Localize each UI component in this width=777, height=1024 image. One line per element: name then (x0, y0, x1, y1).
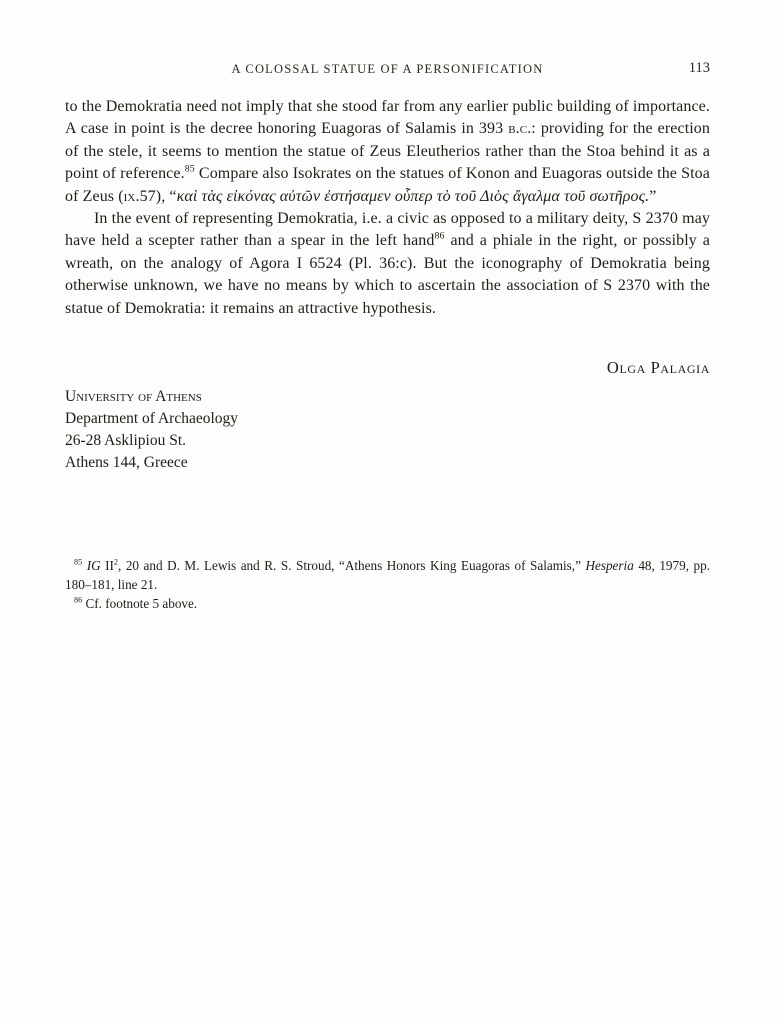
page-number: 113 (688, 60, 710, 76)
affiliation-university: University of Athens (65, 388, 202, 406)
paragraph-list (65, 96, 710, 320)
author-name: Olga Palagia (606, 358, 710, 378)
running-head (65, 60, 710, 78)
article-body (65, 96, 710, 613)
affiliation-street: 26-28 Asklipiou St. (65, 432, 187, 450)
affiliation-city: Athens 144, Greece (65, 454, 188, 472)
article-title: A COLOSSAL STATUE OF A PERSONIFICATION (231, 62, 544, 76)
affiliation-department: Department of Archaeology (65, 410, 239, 428)
affiliation-block (65, 386, 710, 474)
author-signature (65, 357, 710, 379)
body-paragraph: to the Demokratia need not imply that she stood far from any earlier public building of importance. A case in point is the decree honoring Euagoras of Salamis in 393 b.c.: providing for the erection of the stele, it seems to mention the statue of Zeus Eleutherios rather than the Stoa behind it as a point of reference.$^{85}$ Compare also Isokrates on the statues of Konon and Euagoras outside the Stoa of Zeus (ix.57), “καὶ τὰς εἰκόνας αὐτῶν ἐστήσαμεν οὗπερ τὸ τοῦ Διὸς ἄγαλμα τοῦ σωτῆρος.” (65, 98, 710, 205)
body-paragraph: In the event of representing Demokratia, i.e. a civic as opposed to a military deity, S 2370 may have held a scepter rather than a spear in the left hand$^{86}$ and a phiale in the right, or possibly a wreath, on the analogy of Agora I 6524 (Pl. 36:c). But the iconography of Demokratia being otherwise unknown, we have no means by which to ascertain the association of S 2370 with the statue of Demokratia: it remains an attractive hypothesis. (65, 210, 710, 317)
footnote: $^{86}$ Cf. footnote 5 above. (74, 596, 198, 612)
footnote-list (65, 556, 710, 613)
footnote: $^{85}$ IG $II^2$, 20 and D. M. Lewis and R. S. Stroud, “Athens Honors King Euagoras of Salamis,” Hesperia 48, 1979, pp. 180–181, line 21. (65, 558, 710, 593)
